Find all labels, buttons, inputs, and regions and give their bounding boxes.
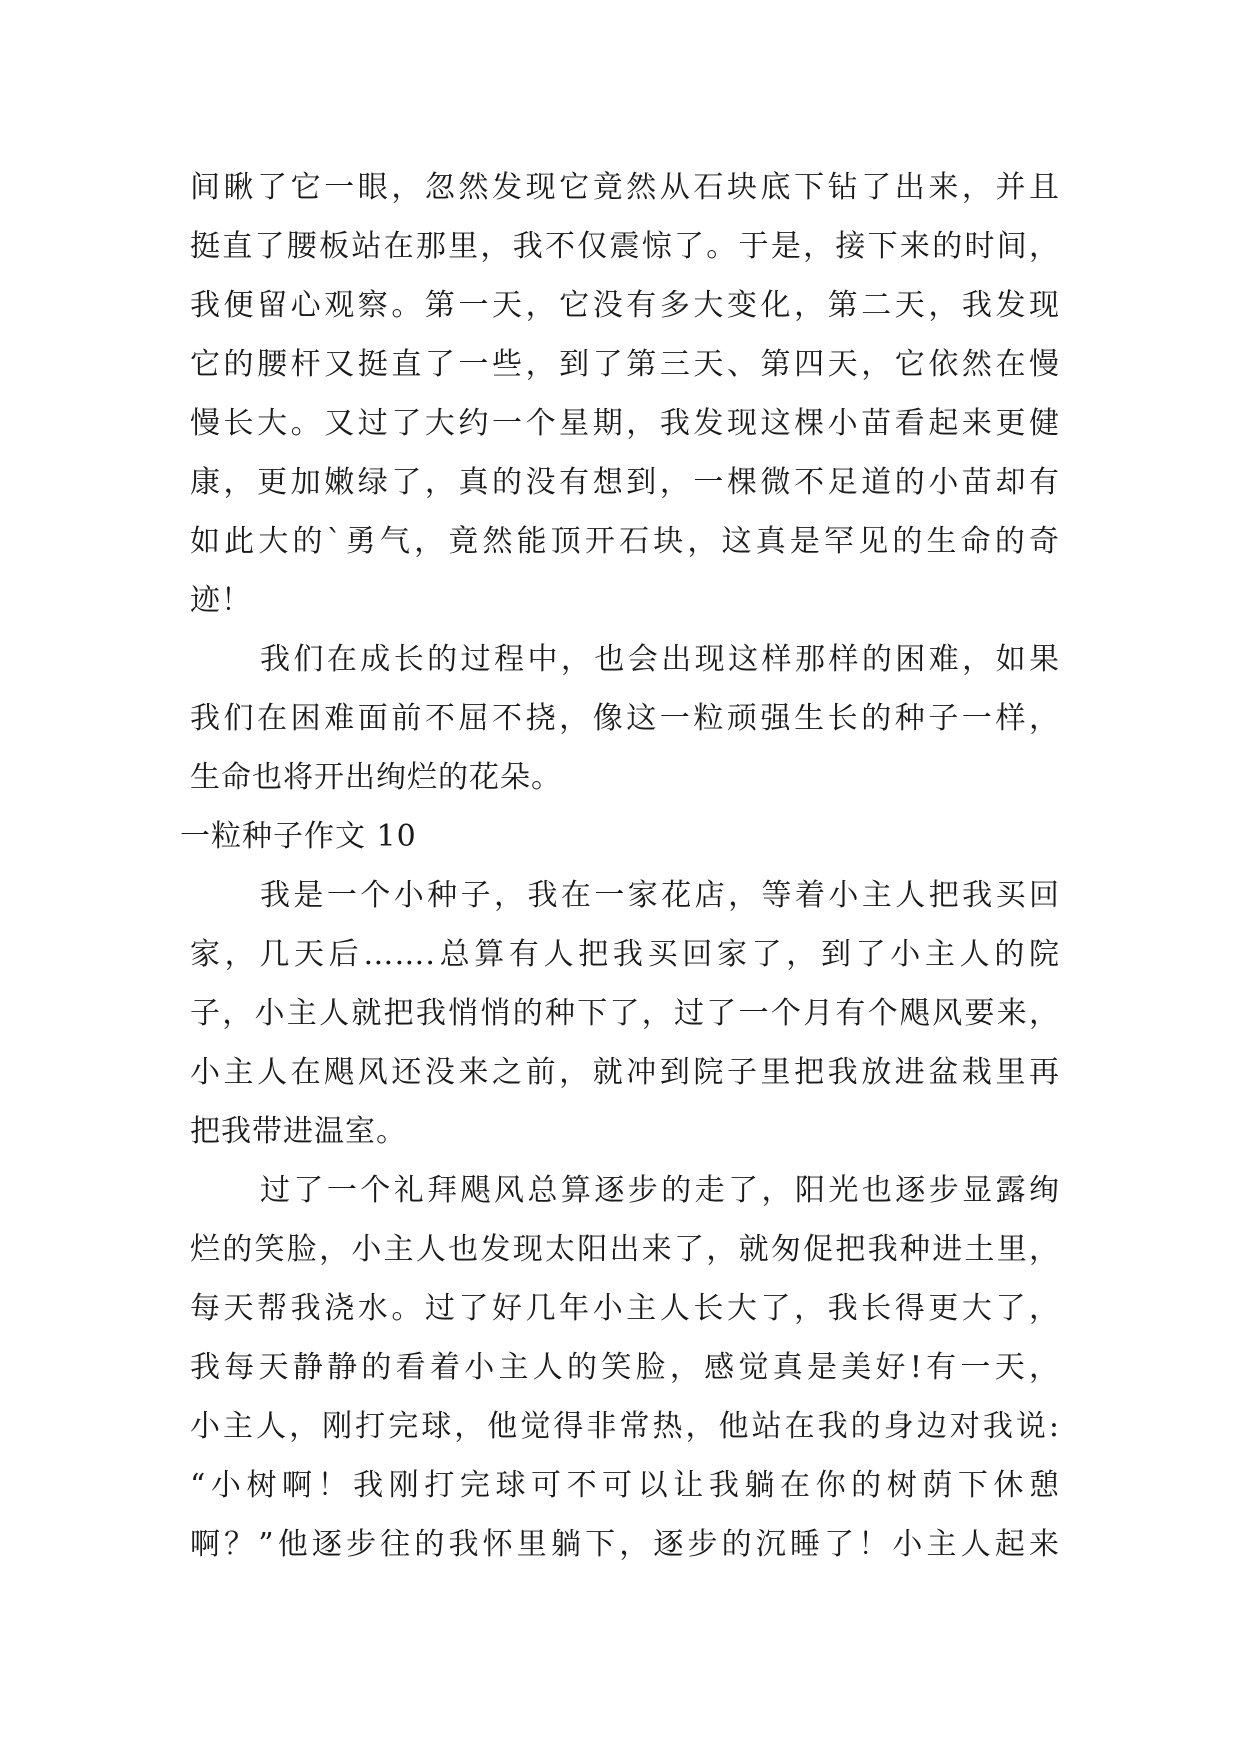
paragraph xyxy=(190,1161,1060,1574)
text-line: 把我带进温室。 xyxy=(190,1114,407,1149)
text-line: 过了一个礼拜飓风总算逐步的走了，阳光也逐步显露绚 xyxy=(260,1173,1060,1208)
document-body xyxy=(180,158,1060,1574)
text-line: 迹！ xyxy=(190,583,252,618)
text-line: 我每天静静的看着小主人的笑脸，感觉真是美好!有一天， xyxy=(190,1350,1060,1385)
text-line: 间瞅了它一眼，忽然发现它竟然从石块底下钻了出来，并且 xyxy=(190,170,1060,205)
paragraph xyxy=(190,866,1060,1161)
text-line: 家，几天后…….总算有人把我买回家了，到了小主人的院 xyxy=(190,937,1060,972)
text-line: 小主人，刚打完球，他觉得非常热，他站在我的身边对我说: xyxy=(190,1409,1060,1444)
text-line: “小树啊！我刚打完球可不可以让我躺在你的树荫下休憩 xyxy=(190,1468,1060,1503)
text-line: 啊？”他逐步往的我怀里躺下，逐步的沉睡了！小主人起来 xyxy=(190,1527,1060,1562)
text-line: 小主人在飓风还没来之前，就冲到院子里把我放进盆栽里再 xyxy=(190,1055,1060,1090)
text-line: 每天帮我浇水。过了好几年小主人长大了，我长得更大了， xyxy=(190,1291,1060,1326)
text-line: 我们在困难面前不屈不挠，像这一粒顽强生长的种子一样， xyxy=(190,701,1060,736)
text-line: 我便留心观察。第一天，它没有多大变化，第二天，我发现 xyxy=(190,288,1060,323)
text-line: 我是一个小种子，我在一家花店，等着小主人把我买回 xyxy=(260,878,1060,913)
text-line: 挺直了腰板站在那里，我不仅震惊了。于是，接下来的时间， xyxy=(190,229,1060,264)
text-line: 康，更加嫩绿了，真的没有想到，一棵微不足道的小苗却有 xyxy=(190,465,1060,500)
text-line: 子，小主人就把我悄悄的种下了，过了一个月有个飓风要来， xyxy=(190,996,1060,1031)
section-heading: 一粒种子作文 10 xyxy=(180,819,417,854)
text-line: 如此大的`勇气，竟然能顶开石块，这真是罕见的生命的奇 xyxy=(190,524,1060,559)
paragraph xyxy=(190,158,1060,630)
text-line: 烂的笑脸，小主人也发现太阳出来了，就匆促把我种进土里， xyxy=(190,1232,1060,1267)
text-line: 生命也将开出绚烂的花朵。 xyxy=(190,760,562,795)
text-line: 我们在成长的过程中，也会出现这样那样的困难，如果 xyxy=(260,642,1060,677)
text-line: 慢长大。又过了大约一个星期，我发现这棵小苗看起来更健 xyxy=(190,406,1060,441)
text-line: 它的腰杆又挺直了一些，到了第三天、第四天，它依然在慢 xyxy=(190,347,1060,382)
paragraph xyxy=(190,630,1060,807)
